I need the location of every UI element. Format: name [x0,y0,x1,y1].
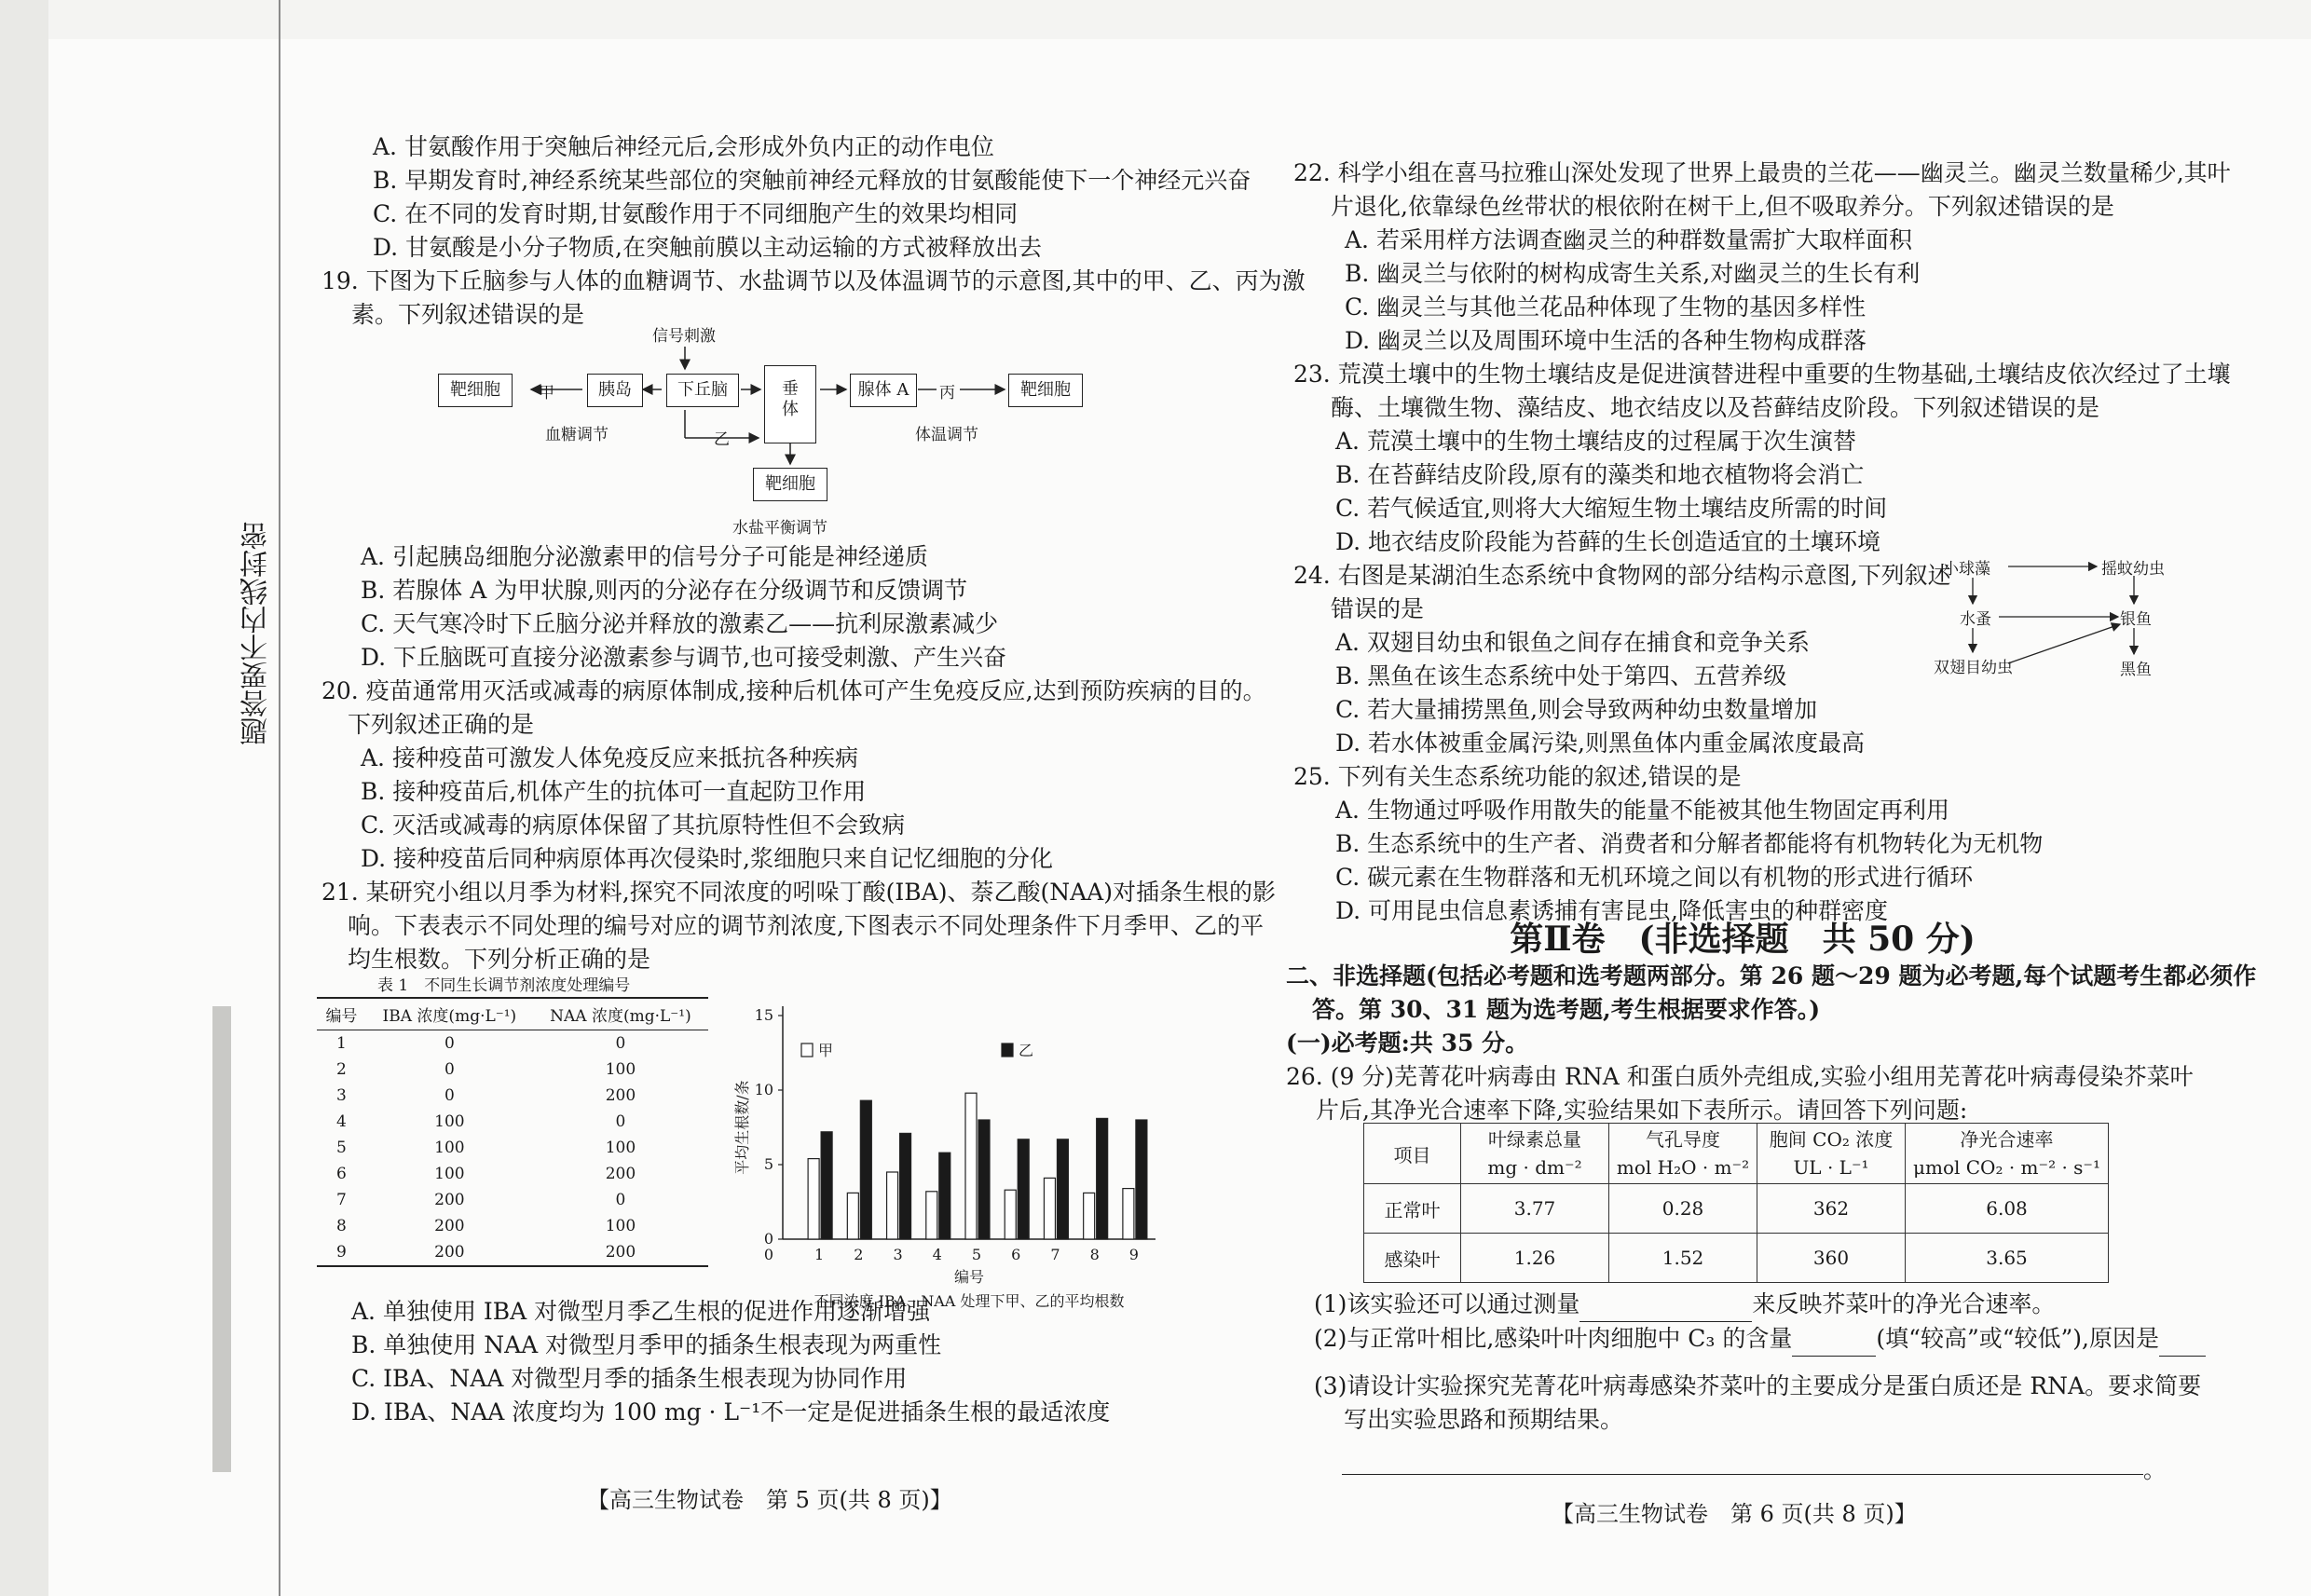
q22-option-a: A. 若采用样方法调查幽灵兰的种群数量需扩大取样面积 [1345,226,1912,253]
seal-char: 不 [240,634,273,662]
bar-jia [1123,1189,1134,1239]
q25-option-c: C. 碳元素在生物群落和无机环境之间以有机物的形式进行循环 [1335,864,1974,891]
table-cell: 8 [336,1217,347,1235]
q26-sub2-text-b: (填“较高”或“较低”),原因是 [1876,1325,2159,1352]
pancreas-box: 胰岛 [587,374,643,407]
q26-sub1-text-b: 来反映芥菜叶的净光合速率。 [1752,1290,2056,1317]
bar-jia [887,1172,898,1239]
q20-stem-line1: 20. 疫苗通常用灭活或减毒的病原体制成,接种后机体可产生免疫反应,达到预防疾病的目的。 [321,677,1266,704]
q26-col-stomata-unit: mol H₂O · m⁻² [1616,1156,1750,1179]
q21-option-a: A. 单独使用 IBA 对微型月季乙生根的促进作用逐渐增强 [351,1298,931,1325]
table-cell: 6.08 [1906,1184,2109,1234]
table-cell: 100 [434,1139,465,1157]
table1-caption: 表 1 不同生长调节剂浓度处理编号 [377,976,631,995]
table-row [317,1135,708,1161]
table-row [1364,1234,2109,1283]
bar-yi [1057,1139,1068,1239]
seal-char: 线 [240,578,273,606]
icefish-node: 银鱼 [2120,610,2152,629]
seal-char: 内 [240,606,273,634]
section-desc-line1: 二、非选择题(包括必考题和选考题两部分。第 26 题～29 题为必考题,每个试题考生都必须作 [1286,962,2257,989]
seal-char: 答 [240,689,273,717]
y-tick-label: 5 [763,1155,773,1173]
q25-stem: 25. 下列有关生态系统功能的叙述,错误的是 [1293,763,1742,790]
root-count-chart [727,974,1174,1309]
q18-option-c: C. 在不同的发育时期,甘氨酸作用于不同细胞产生的效果均相同 [373,200,1019,227]
table-cell: 1 [336,1034,347,1053]
x-tick-label: 2 [854,1246,864,1263]
table-cell: 5 [336,1139,347,1157]
q26-col-chlorophyll-name: 叶绿素总量 [1488,1128,1581,1151]
bar-yi [860,1100,871,1239]
q26-col-co2 [1757,1124,1906,1184]
q26-sub2-reason-blank[interactable] [2159,1322,2206,1357]
table-cell: 0 [444,1034,455,1053]
target-cell-box-bottom: 靶细胞 [753,468,827,501]
seal-char: 要 [240,662,273,689]
bar-jia [965,1093,977,1239]
q24-stem-line2: 错误的是 [1331,595,1425,622]
q26-stem-line1: 26. (9 分)芜菁花叶病毒由 RNA 和蛋白质外壳组成,实验小组用芜菁花叶病毒侵染芥菜叶 [1286,1063,2194,1090]
legend-swatch-jia [801,1044,813,1057]
left-page-lower [321,540,1276,976]
q20-option-a: A. 接种疫苗可激发人体免疫反应来抵抗各种疾病 [361,744,858,771]
q23-option-a: A. 荒漠土壤中的生物土壤结皮的过程属于次生演替 [1335,428,1856,455]
bar-yi [1018,1139,1029,1239]
table-cell: 200 [533,1239,708,1266]
bar-yi [1097,1118,1108,1239]
hypothalamus-box: 下丘脑 [666,374,739,407]
table-cell: 360 [1757,1234,1906,1283]
q23-option-c: C. 若气候适宜,则将大大缩短生物土壤结皮所需的时间 [1335,495,1888,522]
x-tick-label: 9 [1128,1246,1139,1263]
q26-sub2-text-a: (2)与正常叶相比,感染叶叶肉细胞中 C₃ 的含量 [1314,1325,1793,1352]
table-row [317,1109,708,1135]
q21-option-d: D. IBA、NAA 浓度均为 100 mg · L⁻¹不一定是促进插条生根的最适浓度 [351,1398,1111,1425]
right-footer: 【高三生物试卷 第 6 页(共 8 页)】 [1552,1501,1917,1527]
bar-yi [978,1120,990,1239]
bar-jia [808,1159,819,1239]
table-cell: 0 [615,1191,626,1209]
q21-stem-line1: 21. 某研究小组以月季为材料,探究不同浓度的吲哚丁酸(IBA)、萘乙酸(NAA)对插条生根的影 [321,879,1276,906]
table-row [317,1213,708,1239]
table-cell: 0.28 [1609,1184,1757,1234]
q24-option-a: A. 双翅目幼虫和银鱼之间存在捕食和竞争关系 [1335,629,1810,656]
table-row [317,1030,708,1057]
table-cell: 1.52 [1609,1234,1757,1283]
q20-option-b: B. 接种疫苗后,机体产生的抗体可一直起防卫作用 [361,778,867,805]
table-row [317,1239,708,1266]
q26-sub1-answer-blank[interactable] [1579,1288,1752,1322]
legend-label-jia: 甲 [818,1042,834,1059]
q26-col-stomata [1609,1124,1757,1184]
target-cell-box-right: 靶细胞 [1008,374,1083,407]
target-cell-box-left: 靶细胞 [438,374,513,407]
signal-label: 信号刺激 [652,327,716,346]
q22-stem-line1: 22. 科学小组在喜马拉雅山深处发现了世界上最贵的兰花——幽灵兰。幽灵兰数量稀少,其叶 [1293,159,2231,186]
table-cell: 0 [615,1034,626,1053]
legend-swatch-yi [1002,1044,1013,1057]
y-tick-label: 15 [754,1006,773,1024]
chart-title: 不同浓度 IBA、NAA 处理下甲、乙的平均根数 [814,1292,1125,1309]
q21-stem-line3: 均生根数。下列分析正确的是 [348,946,651,973]
q26-sub1-text-a: (1)该实验还可以通过测量 [1314,1290,1580,1317]
q20-option-d: D. 接种疫苗后同种病原体再次侵染时,浆细胞只来自记忆细胞的分化 [361,845,1053,872]
scan-border-top [0,0,2311,39]
y-axis-label: 平均生根数/条 [733,1080,751,1175]
table-cell: 9 [317,1239,366,1266]
table-cell: 100 [605,1060,636,1079]
q24-option-b: B. 黑鱼在该生态系统中处于第四、五营养级 [1335,662,1787,689]
q18-option-b: B. 早期发育时,神经系统某些部位的突触前神经元释放的甘氨酸能使下一个神经元兴奋 [373,167,1251,194]
q24-stem-line1: 24. 右图是某湖泊生态系统中食物网的部分结构示意图,下列叙述 [1293,562,1951,589]
table-cell: 3 [336,1086,347,1105]
table-row [1364,1184,2109,1234]
q19-stem-line2: 素。下列叙述错误的是 [351,301,585,328]
q26-sub3-line2: 写出实验思路和预期结果。 [1344,1406,1624,1433]
q26-sub2-answer-blank[interactable] [1792,1322,1876,1357]
bar-jia [847,1193,858,1239]
q19-option-c: C. 天气寒冷时下丘脑分泌并释放的激素乙——抗利尿激素减少 [361,610,999,637]
chlorella-node: 小球藻 [1943,560,1990,579]
q22-stem-line2: 片退化,依靠绿色丝带状的根依附在树干上,但不吸取养分。下列叙述错误的是 [1331,193,2114,220]
q21-stem-line2: 响。下表表示不同处理的编号对应的调节剂浓度,下图表示不同处理条件下月季甲、乙的平 [348,912,1264,939]
table-row [317,1083,708,1109]
q25-option-b: B. 生态系统中的生产者、消费者和分解者都能将有机物转化为无机物 [1335,830,2044,857]
q19-stem-line1: 19. 下图为下丘脑参与人体的血糖调节、水盐调节以及体温调节的示意图,其中的甲、乙、丙为激 [321,267,1306,294]
table-cell: 0 [615,1112,626,1131]
q19-option-a: A. 引起胰岛细胞分泌激素甲的信号分子可能是神经递质 [361,543,928,570]
seal-char: 题 [240,717,273,745]
table-row [317,1161,708,1187]
x-tick-label: 1 [814,1246,825,1263]
table1-header: 编号 [317,998,366,1030]
origin-label: 0 [763,1246,773,1263]
legend-label-yi: 乙 [1019,1042,1034,1059]
q26-col-item: 项目 [1364,1124,1461,1184]
table-cell: 200 [434,1217,465,1235]
q20-stem-line2: 下列叙述正确的是 [348,711,535,738]
table-cell: 200 [434,1191,465,1209]
table-row [317,1057,708,1083]
q26-table-header [1364,1124,2109,1184]
q26-sub2 [1314,1322,2227,1357]
q26-sub3-answer-line[interactable] [1342,1452,2143,1475]
x-tick-label: 8 [1089,1246,1100,1263]
q26-table [1363,1123,2109,1283]
q26-col-chlorophyll-unit: mg · dm⁻² [1487,1156,1582,1179]
q26-col-co2-name: 胞间 CO₂ 浓度 [1769,1128,1894,1151]
x-tick-label: 7 [1050,1246,1060,1263]
y-tick-label: 0 [763,1230,773,1248]
q26-stem-line2: 片后,其净光合速率下降,实验结果如下表所示。请回答下列问题: [1316,1097,1968,1124]
seal-char: 密 [240,522,273,550]
q22-option-c: C. 幽灵兰与其他兰花品种体现了生物的基因多样性 [1345,293,1867,321]
table-cell: 362 [1757,1184,1906,1234]
table-cell: 感染叶 [1364,1234,1461,1283]
table-cell: 100 [605,1217,636,1235]
left-page [321,130,1306,332]
q19-option-b: B. 若腺体 A 为甲状腺,则丙的分泌存在分级调节和反馈调节 [361,577,968,604]
q24-option-c: C. 若大量捕捞黑鱼,则会导致两种幼虫数量增加 [1335,696,1818,723]
table-cell: 200 [366,1239,533,1266]
q26-col-stomata-name: 气孔导度 [1646,1128,1720,1151]
diptera-larva-node: 双翅目幼虫 [1934,659,2013,677]
scan-border-left [0,0,48,1596]
q18-option-d: D. 甘氨酸是小分子物质,在突触前膜以主动运输的方式被释放出去 [373,234,1042,261]
seal-line [279,0,280,1596]
q19-option-d: D. 下丘脑既可直接分泌激素参与调节,也可接受刺激、产生兴奋 [361,644,1006,671]
bar-yi [939,1153,950,1239]
table-cell: 100 [434,1165,465,1183]
table-cell: 100 [605,1139,636,1157]
q23-option-b: B. 在苔藓结皮阶段,原有的藻类和地衣植物将会消亡 [1335,461,1865,488]
midge-larva-node: 摇蚊幼虫 [2101,560,2165,579]
bar-yi [821,1132,832,1239]
hormone-jia-label: 甲 [539,384,554,402]
q21-options [321,1295,1244,1429]
food-web-diagram [1934,550,2195,689]
table1-header: IBA 浓度(mg·L⁻¹) [366,998,533,1030]
q26-sub3-line1: (3)请设计实验探究芜菁花叶病毒感染芥菜叶的主要成分是蛋白质还是 RNA。要求简要 [1314,1372,2202,1399]
section-title: 第Ⅱ卷 (非选择题 共 50 分) [1510,920,1976,959]
daphnia-node: 水蚤 [1960,610,1991,629]
bar-yi [1136,1120,1147,1239]
right-page [1293,157,2231,928]
bar-jia [1084,1193,1095,1239]
table-cell: 3.77 [1461,1184,1609,1234]
bar-jia [926,1192,937,1239]
bar-jia [1005,1190,1016,1239]
pituitary-label: 垂体 [782,379,799,419]
q26-subquestions [1314,1288,2227,1437]
table-cell: 2 [336,1060,347,1079]
table-cell: 6 [336,1165,347,1183]
regulation-diagram [438,328,1146,542]
table-cell: 0 [444,1086,455,1105]
section-subheading: (一)必考题:共 35 分。 [1286,1030,1529,1057]
seal-char: 封 [240,550,273,578]
table-cell: 正常叶 [1364,1184,1461,1234]
water-balance-label: 水盐平衡调节 [732,519,827,538]
bar-jia [1044,1178,1055,1239]
y-tick-label: 10 [754,1081,773,1098]
left-footer: 【高三生物试卷 第 5 页(共 8 页)】 [587,1487,952,1513]
x-tick-label: 4 [932,1246,942,1263]
x-tick-label: 6 [1011,1246,1021,1263]
q22-option-b: B. 幽灵兰与依附的树构成寄生关系,对幽灵兰的生长有利 [1345,260,1921,287]
glucose-regulation-label: 血糖调节 [545,426,609,444]
table1-header: NAA 浓度(mg·L⁻¹) [533,998,708,1030]
hormone-bing-label: 丙 [939,384,955,402]
table-cell: 7 [336,1191,347,1209]
q18-option-a: A. 甘氨酸作用于突触后神经元后,会形成外负内正的动作电位 [373,133,994,160]
section-desc-line2: 答。第 30、31 题为选考题,考生根据要求作答。) [1312,996,1821,1023]
table-cell: 3.65 [1906,1234,2109,1283]
section-two [1286,960,2257,1127]
q26-sub1 [1314,1288,2227,1322]
x-tick-label: 3 [893,1246,903,1263]
q24-option-d: D. 若水体被重金属污染,则黑鱼体内重金属浓度最高 [1335,730,1865,757]
q23-stem-line2: 酶、土壤微生物、藻结皮、地衣结皮以及苔藓结皮阶段。下列叙述错误的是 [1331,394,2100,421]
hormone-yi-label: 乙 [714,430,730,449]
table-row [317,1187,708,1213]
temperature-regulation-label: 体温调节 [915,426,978,444]
table-cell: 1.26 [1461,1234,1609,1283]
table1 [317,997,708,1267]
q21-option-c: C. IBA、NAA 对微型月季的插条生根表现为协同作用 [351,1365,908,1392]
q23-option-d: D. 地衣结皮阶段能为苔藓的生长创造适宜的土壤环境 [1335,528,1881,555]
snakehead-node: 黑鱼 [2120,661,2152,679]
bar-yi [900,1133,911,1239]
q23-stem-line1: 23. 荒漠土壤中的生物土壤结皮是促进演替进程中重要的生物基础,土壤结皮依次经过了土壤 [1293,361,2231,388]
table-cell: 4 [336,1112,347,1131]
q20-option-c: C. 灭活或减毒的病原体保留了其抗原特性但不会致病 [361,812,906,839]
q21-option-b: B. 单独使用 NAA 对微型月季甲的插条生根表现为两重性 [351,1331,942,1358]
seal-strip [220,0,276,1596]
q25-option-a: A. 生物通过呼吸作用散失的能量不能被其他生物固定再利用 [1335,797,1949,824]
seal-text [224,522,273,745]
q25-option-d: D. 可用昆虫信息素诱捕有害昆虫,降低害虫的种群密度 [1335,897,1888,924]
q26-col-photosynthesis-unit: μmol CO₂ · m⁻² · s⁻¹ [1913,1156,2100,1179]
table-cell: 200 [605,1086,636,1105]
q22-option-d: D. 幽灵兰以及周围环境中生活的各种生物构成群落 [1345,327,1867,354]
table-cell: 100 [434,1112,465,1131]
table-cell: 200 [605,1165,636,1183]
gland-a-box: 腺体 A [850,374,917,407]
pituitary-box [764,365,816,443]
table1-header-row [317,998,708,1030]
x-axis-label: 编号 [953,1268,985,1286]
q26-end-mark: 。 [2143,1457,2166,1483]
q26-col-co2-unit: UL · L⁻¹ [1793,1156,1869,1179]
x-tick-label: 5 [971,1246,982,1263]
q26-col-chlorophyll [1461,1124,1609,1184]
q26-col-photosynthesis-name: 净光合速率 [1960,1128,2054,1151]
table-cell: 0 [444,1060,455,1079]
q26-col-photosynthesis [1906,1124,2109,1184]
